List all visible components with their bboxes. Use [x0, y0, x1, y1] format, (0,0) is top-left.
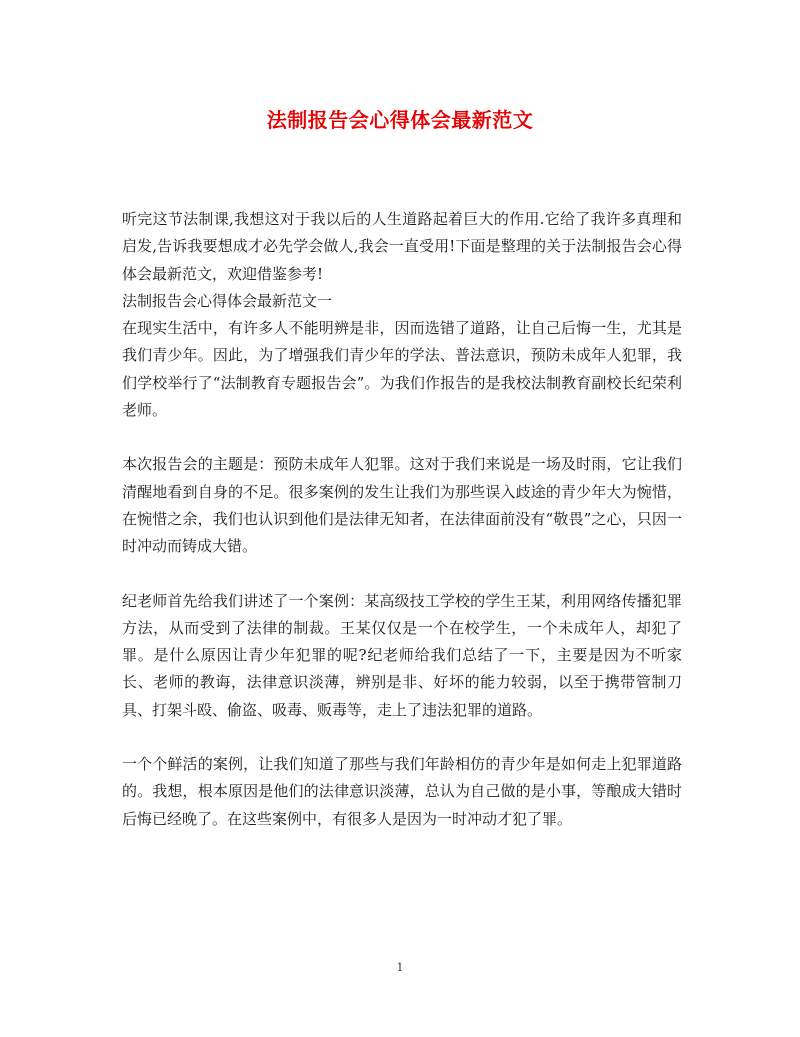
body-paragraph: 本次报告会的主题是：预防未成年人犯罪。这对于我们来说是一场及时雨，它让我们清醒地看到自身的不足。很多案例的发生让我们为那些误入歧途的青少年大为惋惜，在惋惜之余，我们也认识到他们是法律无知者，在法律面前没有“敬畏”之心，只因一时冲动而铸成大错。 [122, 455, 682, 556]
paragraph-gap [122, 424, 682, 451]
intro-paragraph: 听完这节法制课,我想这对于我以后的人生道路起着巨大的作用.它给了我许多真理和启发,告诉我要想成才必先学会做人,我会一直受用!下面是整理的关于法制报告会心得体会最新范文，欢迎借鉴参考! [122, 210, 682, 283]
body-paragraph: 纪老师首先给我们讲述了一个案例：某高级技工学校的学生王某，利用网络传播犯罪方法，从而受到了法律的制裁。王某仅仅是一个在校学生，一个未成年人，却犯了罪。是什么原因让青少年犯罪的呢?纪老师给我们总结了一下，主要是因为不听家长、老师的教诲，法律意识淡薄，辨别是非、好坏的能力较弱，以至于携带管制刀具、打架斗殴、偷盗、吸毒、贩毒等，走上了违法犯罪的道路。 [122, 591, 682, 719]
paragraph-gap [122, 561, 682, 588]
section-heading: 法制报告会心得体会最新范文一 [122, 291, 333, 310]
page-number: 1 [396, 961, 404, 974]
body-paragraph: 在现实生活中，有许多人不能明辨是非，因而选错了道路，让自己后悔一生，尤其是我们青少年。因此，为了增强我们青少年的学法、普法意识，预防未成年人犯罪，我们学校举行了“法制教育专题报告会”。为我们作报告的是我校法制教育副校长纪荣利老师。 [122, 319, 682, 420]
body-paragraph: 一个个鲜活的案例，让我们知道了那些与我们年龄相仿的青少年是如何走上犯罪道路的。我想，根本原因是他们的法律意识淡薄，总认为自己做的是小事，等酿成大错时后悔已经晚了。在这些案例中，有很多人是因为一时冲动才犯了罪。 [122, 755, 682, 828]
document-body [122, 206, 682, 833]
paragraph-gap [122, 724, 682, 751]
document-title: 法制报告会心得体会最新范文 [266, 108, 534, 132]
